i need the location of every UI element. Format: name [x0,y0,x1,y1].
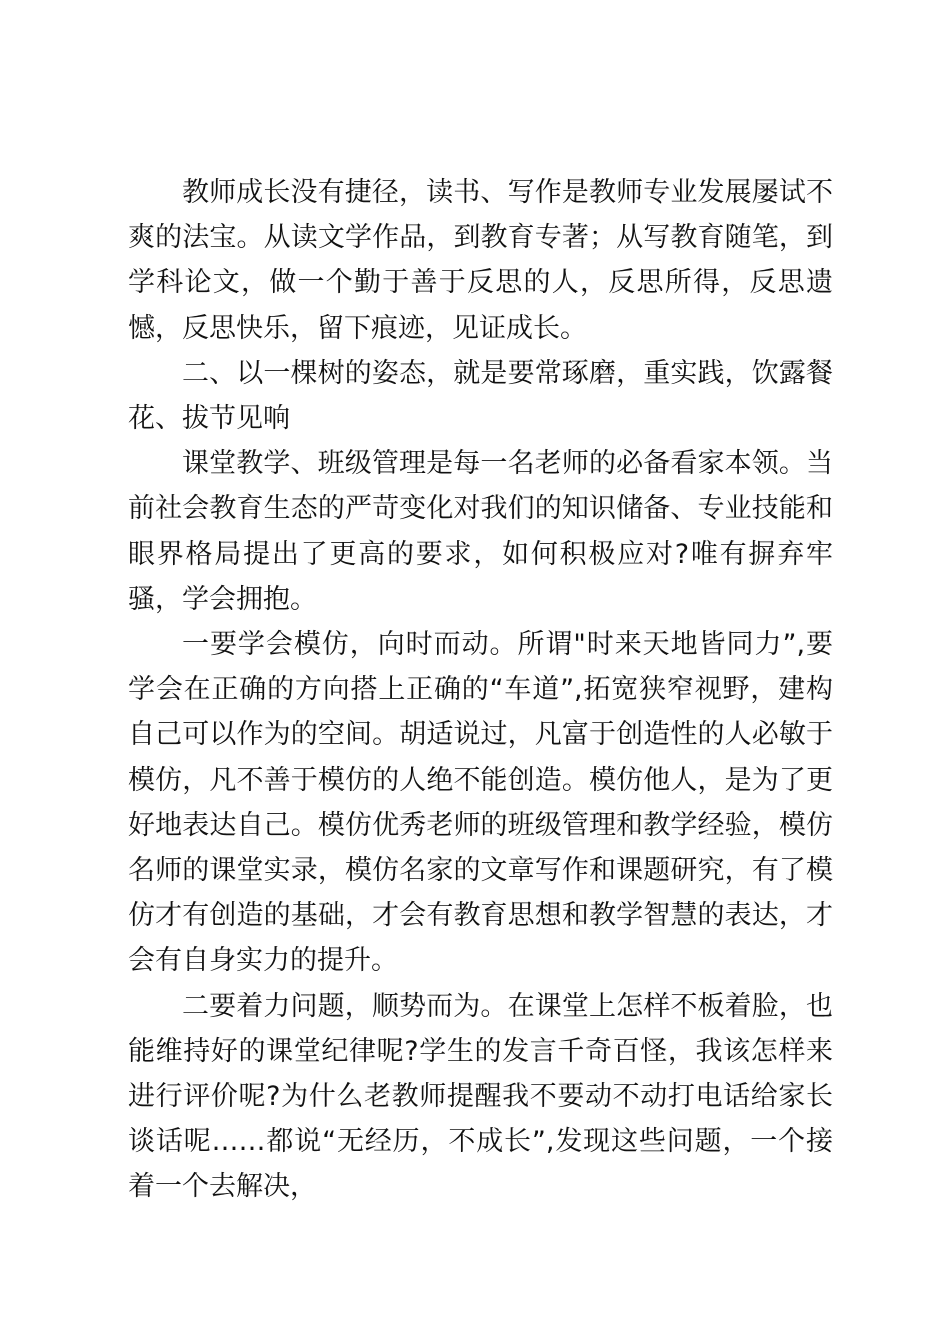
paragraph-problems: 二要着力问题，顺势而为。在课堂上怎样不板着脸，也能维持好的课堂纪律呢?学生的发言千奇百怪，我该怎样来进行评价呢?为什么老教师提醒我不要动不动打电话给家长谈话呢……都说“无经历，不成长”,发现这些问题，一个接着一个去解决， [128,990,833,1203]
paragraph-imitation: 一要学会模仿，向时而动。所谓"时来天地皆同力”,要学会在正确的方向搭上正确的“车道”,拓宽狭窄视野，建构自己可以作为的空间。胡适说过，凡富于创造性的人必敏于模仿，凡不善于模仿的人绝不能创造。模仿他人，是为了更好地表达自己。模仿优秀老师的班级管理和教学经验，模仿名师的课堂实录，模仿名家的文章写作和课题研究，有了模仿才有创造的基础，才会有教育思想和教学智慧的表达，才会有自身实力的提升。 [128,629,833,977]
section-heading-two: 二、以一棵树的姿态，就是要常琢磨，重实践，饮露餐花、拔节见响 [128,357,833,435]
paragraph-reading-writing: 教师成长没有捷径，读书、写作是教师专业发展屡试不爽的法宝。从读文学作品，到教育专著；从写教育随笔，到学科论文，做一个勤于善于反思的人，反思所得，反思遗憾，反思快乐，留下痕迹，见证成长。 [128,177,833,344]
body-text [128,170,833,1210]
paragraph-teaching-management: 课堂教学、班级管理是每一名老师的必备看家本领。当前社会教育生态的严苛变化对我们的知识储备、专业技能和眼界格局提出了更高的要求，如何积极应对?唯有摒弃牢骚，学会拥抱。 [128,448,833,615]
